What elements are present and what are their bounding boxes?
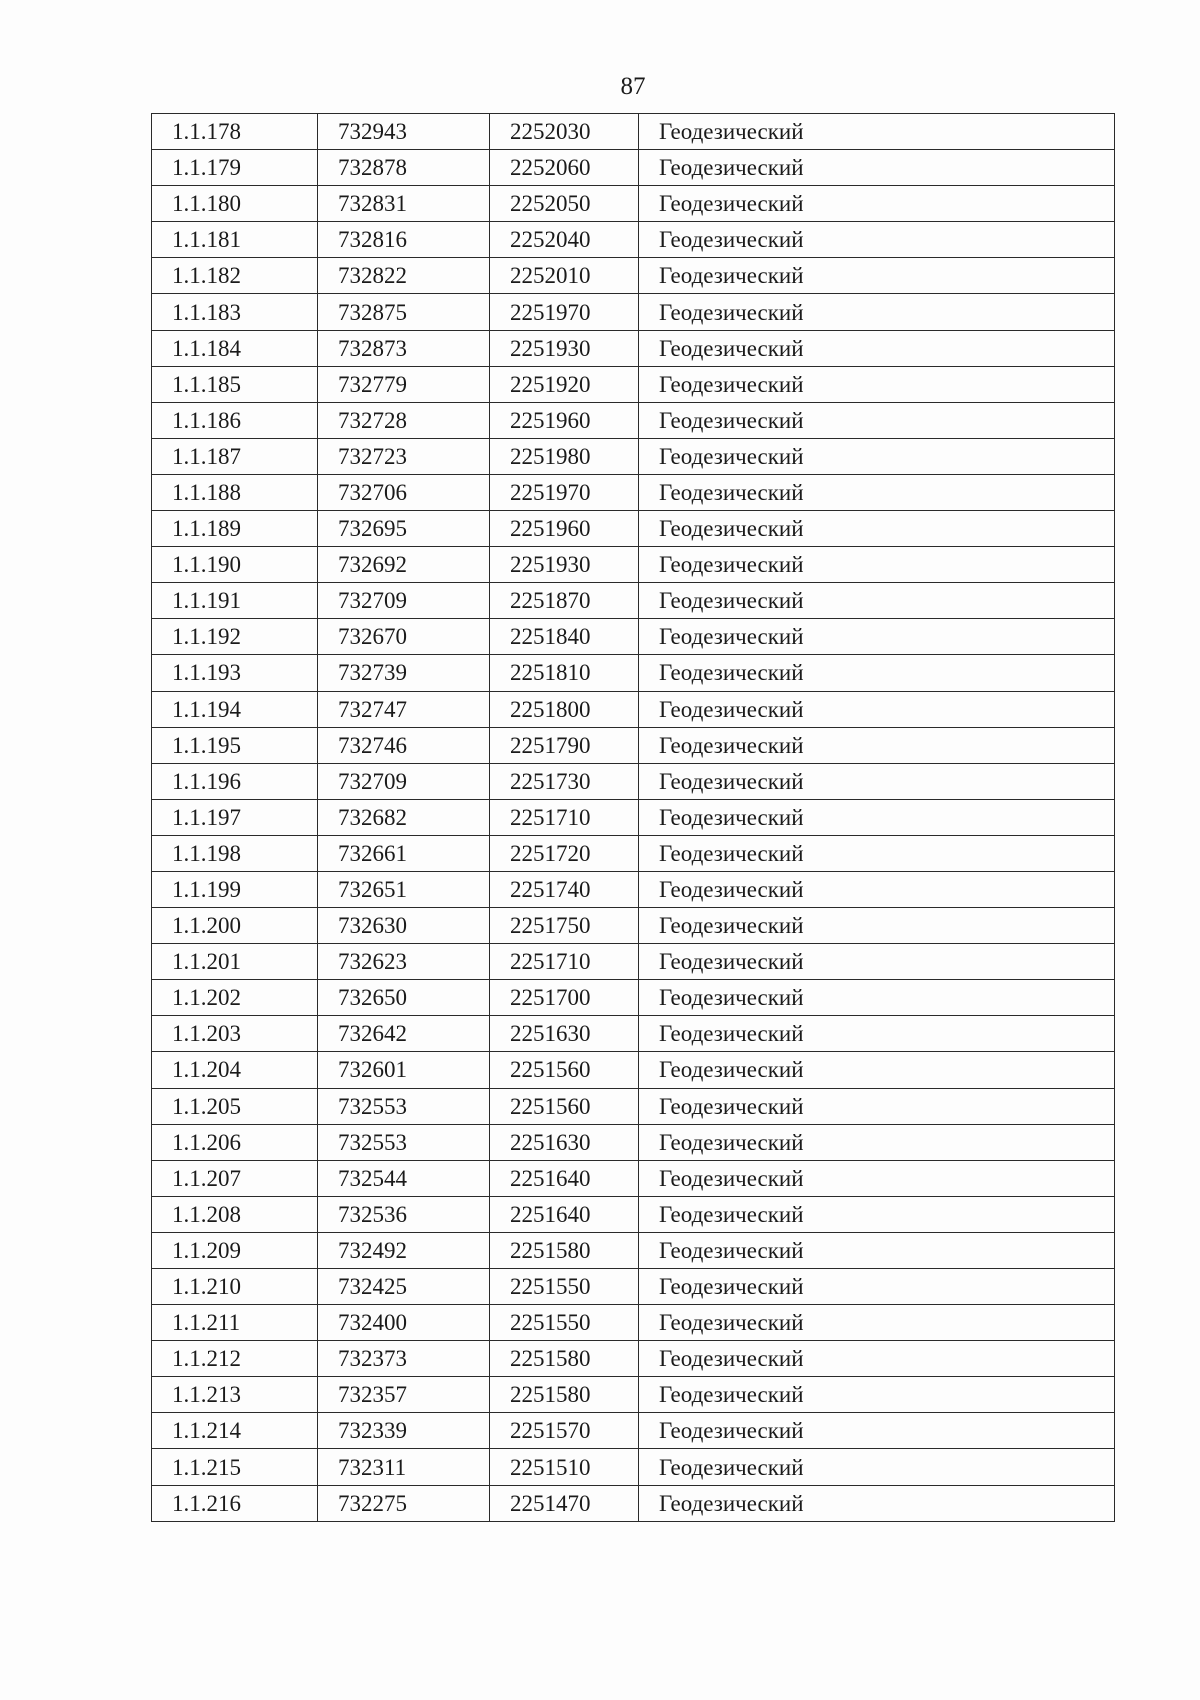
point-number-cell: 1.1.210 [152, 1269, 318, 1305]
method-cell: Геодезический [639, 727, 1115, 763]
table-row [152, 547, 1115, 583]
x-coordinate-cell: 732651 [318, 871, 490, 907]
table-row [152, 222, 1115, 258]
table-row [152, 619, 1115, 655]
x-coordinate-cell: 732692 [318, 547, 490, 583]
table-row [152, 691, 1115, 727]
coordinates-table-body [152, 114, 1115, 1522]
y-coordinate-cell: 2252060 [490, 150, 639, 186]
point-number-cell: 1.1.212 [152, 1341, 318, 1377]
y-coordinate-cell: 2251580 [490, 1377, 639, 1413]
x-coordinate-cell: 732650 [318, 980, 490, 1016]
table-row [152, 727, 1115, 763]
method-cell: Геодезический [639, 1341, 1115, 1377]
method-cell: Геодезический [639, 258, 1115, 294]
y-coordinate-cell: 2251510 [490, 1449, 639, 1485]
x-coordinate-cell: 732425 [318, 1269, 490, 1305]
method-cell: Геодезический [639, 763, 1115, 799]
y-coordinate-cell: 2251640 [490, 1196, 639, 1232]
x-coordinate-cell: 732400 [318, 1305, 490, 1341]
point-number-cell: 1.1.205 [152, 1088, 318, 1124]
x-coordinate-cell: 732747 [318, 691, 490, 727]
table-row [152, 114, 1115, 150]
table-row [152, 1160, 1115, 1196]
x-coordinate-cell: 732642 [318, 1016, 490, 1052]
table-row [152, 258, 1115, 294]
point-number-cell: 1.1.216 [152, 1485, 318, 1521]
table-row [152, 1052, 1115, 1088]
point-number-cell: 1.1.199 [152, 871, 318, 907]
method-cell: Геодезический [639, 655, 1115, 691]
x-coordinate-cell: 732682 [318, 799, 490, 835]
method-cell: Геодезический [639, 114, 1115, 150]
point-number-cell: 1.1.208 [152, 1196, 318, 1232]
x-coordinate-cell: 732357 [318, 1377, 490, 1413]
x-coordinate-cell: 732601 [318, 1052, 490, 1088]
point-number-cell: 1.1.204 [152, 1052, 318, 1088]
point-number-cell: 1.1.207 [152, 1160, 318, 1196]
y-coordinate-cell: 2252030 [490, 114, 639, 150]
method-cell: Геодезический [639, 691, 1115, 727]
x-coordinate-cell: 732779 [318, 366, 490, 402]
method-cell: Геодезический [639, 186, 1115, 222]
point-number-cell: 1.1.197 [152, 799, 318, 835]
method-cell: Геодезический [639, 1485, 1115, 1521]
table-row [152, 1377, 1115, 1413]
point-number-cell: 1.1.184 [152, 330, 318, 366]
y-coordinate-cell: 2251840 [490, 619, 639, 655]
y-coordinate-cell: 2251710 [490, 944, 639, 980]
y-coordinate-cell: 2251960 [490, 402, 639, 438]
point-number-cell: 1.1.195 [152, 727, 318, 763]
table-row [152, 1088, 1115, 1124]
x-coordinate-cell: 732339 [318, 1413, 490, 1449]
x-coordinate-cell: 732816 [318, 222, 490, 258]
method-cell: Геодезический [639, 547, 1115, 583]
table-row [152, 402, 1115, 438]
point-number-cell: 1.1.206 [152, 1124, 318, 1160]
y-coordinate-cell: 2251470 [490, 1485, 639, 1521]
x-coordinate-cell: 732275 [318, 1485, 490, 1521]
point-number-cell: 1.1.180 [152, 186, 318, 222]
point-number-cell: 1.1.182 [152, 258, 318, 294]
x-coordinate-cell: 732373 [318, 1341, 490, 1377]
x-coordinate-cell: 732723 [318, 438, 490, 474]
y-coordinate-cell: 2251970 [490, 474, 639, 510]
x-coordinate-cell: 732878 [318, 150, 490, 186]
method-cell: Геодезический [639, 871, 1115, 907]
x-coordinate-cell: 732695 [318, 511, 490, 547]
point-number-cell: 1.1.181 [152, 222, 318, 258]
method-cell: Геодезический [639, 1124, 1115, 1160]
method-cell: Геодезический [639, 1305, 1115, 1341]
method-cell: Геодезический [639, 835, 1115, 871]
coordinates-table [151, 113, 1115, 1522]
x-coordinate-cell: 732709 [318, 583, 490, 619]
y-coordinate-cell: 2251920 [490, 366, 639, 402]
y-coordinate-cell: 2251930 [490, 547, 639, 583]
point-number-cell: 1.1.215 [152, 1449, 318, 1485]
x-coordinate-cell: 732831 [318, 186, 490, 222]
method-cell: Геодезический [639, 1088, 1115, 1124]
method-cell: Геодезический [639, 583, 1115, 619]
y-coordinate-cell: 2251870 [490, 583, 639, 619]
method-cell: Геодезический [639, 1413, 1115, 1449]
method-cell: Геодезический [639, 1449, 1115, 1485]
y-coordinate-cell: 2251970 [490, 294, 639, 330]
y-coordinate-cell: 2251700 [490, 980, 639, 1016]
table-row [152, 1341, 1115, 1377]
table-row [152, 1449, 1115, 1485]
table-row [152, 1016, 1115, 1052]
point-number-cell: 1.1.209 [152, 1232, 318, 1268]
table-row [152, 1232, 1115, 1268]
y-coordinate-cell: 2251560 [490, 1052, 639, 1088]
x-coordinate-cell: 732492 [318, 1232, 490, 1268]
y-coordinate-cell: 2252010 [490, 258, 639, 294]
point-number-cell: 1.1.190 [152, 547, 318, 583]
table-row [152, 980, 1115, 1016]
method-cell: Геодезический [639, 511, 1115, 547]
x-coordinate-cell: 732553 [318, 1124, 490, 1160]
x-coordinate-cell: 732536 [318, 1196, 490, 1232]
y-coordinate-cell: 2251580 [490, 1232, 639, 1268]
x-coordinate-cell: 732311 [318, 1449, 490, 1485]
table-row [152, 438, 1115, 474]
x-coordinate-cell: 732943 [318, 114, 490, 150]
method-cell: Геодезический [639, 1016, 1115, 1052]
point-number-cell: 1.1.191 [152, 583, 318, 619]
method-cell: Геодезический [639, 908, 1115, 944]
point-number-cell: 1.1.178 [152, 114, 318, 150]
method-cell: Геодезический [639, 294, 1115, 330]
table-row [152, 150, 1115, 186]
table-row [152, 366, 1115, 402]
method-cell: Геодезический [639, 980, 1115, 1016]
method-cell: Геодезический [639, 474, 1115, 510]
point-number-cell: 1.1.192 [152, 619, 318, 655]
method-cell: Геодезический [639, 1196, 1115, 1232]
table-row [152, 1124, 1115, 1160]
point-number-cell: 1.1.188 [152, 474, 318, 510]
y-coordinate-cell: 2251810 [490, 655, 639, 691]
y-coordinate-cell: 2251720 [490, 835, 639, 871]
point-number-cell: 1.1.200 [152, 908, 318, 944]
x-coordinate-cell: 732739 [318, 655, 490, 691]
point-number-cell: 1.1.196 [152, 763, 318, 799]
method-cell: Геодезический [639, 1052, 1115, 1088]
page-number: 87 [620, 73, 646, 100]
table-row [152, 474, 1115, 510]
y-coordinate-cell: 2251790 [490, 727, 639, 763]
x-coordinate-cell: 732553 [318, 1088, 490, 1124]
point-number-cell: 1.1.187 [152, 438, 318, 474]
method-cell: Геодезический [639, 222, 1115, 258]
x-coordinate-cell: 732670 [318, 619, 490, 655]
method-cell: Геодезический [639, 366, 1115, 402]
table-row [152, 511, 1115, 547]
x-coordinate-cell: 732544 [318, 1160, 490, 1196]
x-coordinate-cell: 732873 [318, 330, 490, 366]
y-coordinate-cell: 2251580 [490, 1341, 639, 1377]
method-cell: Геодезический [639, 1232, 1115, 1268]
table-row [152, 1269, 1115, 1305]
method-cell: Геодезический [639, 1269, 1115, 1305]
table-row [152, 799, 1115, 835]
table-row [152, 330, 1115, 366]
y-coordinate-cell: 2251750 [490, 908, 639, 944]
point-number-cell: 1.1.183 [152, 294, 318, 330]
x-coordinate-cell: 732661 [318, 835, 490, 871]
method-cell: Геодезический [639, 330, 1115, 366]
y-coordinate-cell: 2252040 [490, 222, 639, 258]
point-number-cell: 1.1.211 [152, 1305, 318, 1341]
x-coordinate-cell: 732706 [318, 474, 490, 510]
y-coordinate-cell: 2251550 [490, 1305, 639, 1341]
point-number-cell: 1.1.189 [152, 511, 318, 547]
x-coordinate-cell: 732623 [318, 944, 490, 980]
table-row [152, 583, 1115, 619]
x-coordinate-cell: 732709 [318, 763, 490, 799]
y-coordinate-cell: 2251550 [490, 1269, 639, 1305]
point-number-cell: 1.1.213 [152, 1377, 318, 1413]
point-number-cell: 1.1.179 [152, 150, 318, 186]
point-number-cell: 1.1.214 [152, 1413, 318, 1449]
y-coordinate-cell: 2251930 [490, 330, 639, 366]
x-coordinate-cell: 732728 [318, 402, 490, 438]
point-number-cell: 1.1.198 [152, 835, 318, 871]
y-coordinate-cell: 2251570 [490, 1413, 639, 1449]
x-coordinate-cell: 732822 [318, 258, 490, 294]
x-coordinate-cell: 732630 [318, 908, 490, 944]
point-number-cell: 1.1.193 [152, 655, 318, 691]
point-number-cell: 1.1.202 [152, 980, 318, 1016]
method-cell: Геодезический [639, 944, 1115, 980]
point-number-cell: 1.1.185 [152, 366, 318, 402]
table-row [152, 1485, 1115, 1521]
table-row [152, 871, 1115, 907]
y-coordinate-cell: 2251960 [490, 511, 639, 547]
y-coordinate-cell: 2251560 [490, 1088, 639, 1124]
method-cell: Геодезический [639, 799, 1115, 835]
y-coordinate-cell: 2252050 [490, 186, 639, 222]
table-row [152, 1413, 1115, 1449]
x-coordinate-cell: 732746 [318, 727, 490, 763]
table-row [152, 186, 1115, 222]
method-cell: Геодезический [639, 1160, 1115, 1196]
method-cell: Геодезический [639, 619, 1115, 655]
y-coordinate-cell: 2251980 [490, 438, 639, 474]
point-number-cell: 1.1.203 [152, 1016, 318, 1052]
table-row [152, 1305, 1115, 1341]
point-number-cell: 1.1.194 [152, 691, 318, 727]
table-row [152, 835, 1115, 871]
method-cell: Геодезический [639, 402, 1115, 438]
method-cell: Геодезический [639, 438, 1115, 474]
x-coordinate-cell: 732875 [318, 294, 490, 330]
point-number-cell: 1.1.186 [152, 402, 318, 438]
y-coordinate-cell: 2251800 [490, 691, 639, 727]
table-row [152, 1196, 1115, 1232]
method-cell: Геодезический [639, 1377, 1115, 1413]
table-row [152, 655, 1115, 691]
table-row [152, 763, 1115, 799]
y-coordinate-cell: 2251710 [490, 799, 639, 835]
y-coordinate-cell: 2251640 [490, 1160, 639, 1196]
y-coordinate-cell: 2251730 [490, 763, 639, 799]
table-row [152, 944, 1115, 980]
table-row [152, 908, 1115, 944]
method-cell: Геодезический [639, 150, 1115, 186]
y-coordinate-cell: 2251740 [490, 871, 639, 907]
y-coordinate-cell: 2251630 [490, 1124, 639, 1160]
y-coordinate-cell: 2251630 [490, 1016, 639, 1052]
point-number-cell: 1.1.201 [152, 944, 318, 980]
table-row [152, 294, 1115, 330]
